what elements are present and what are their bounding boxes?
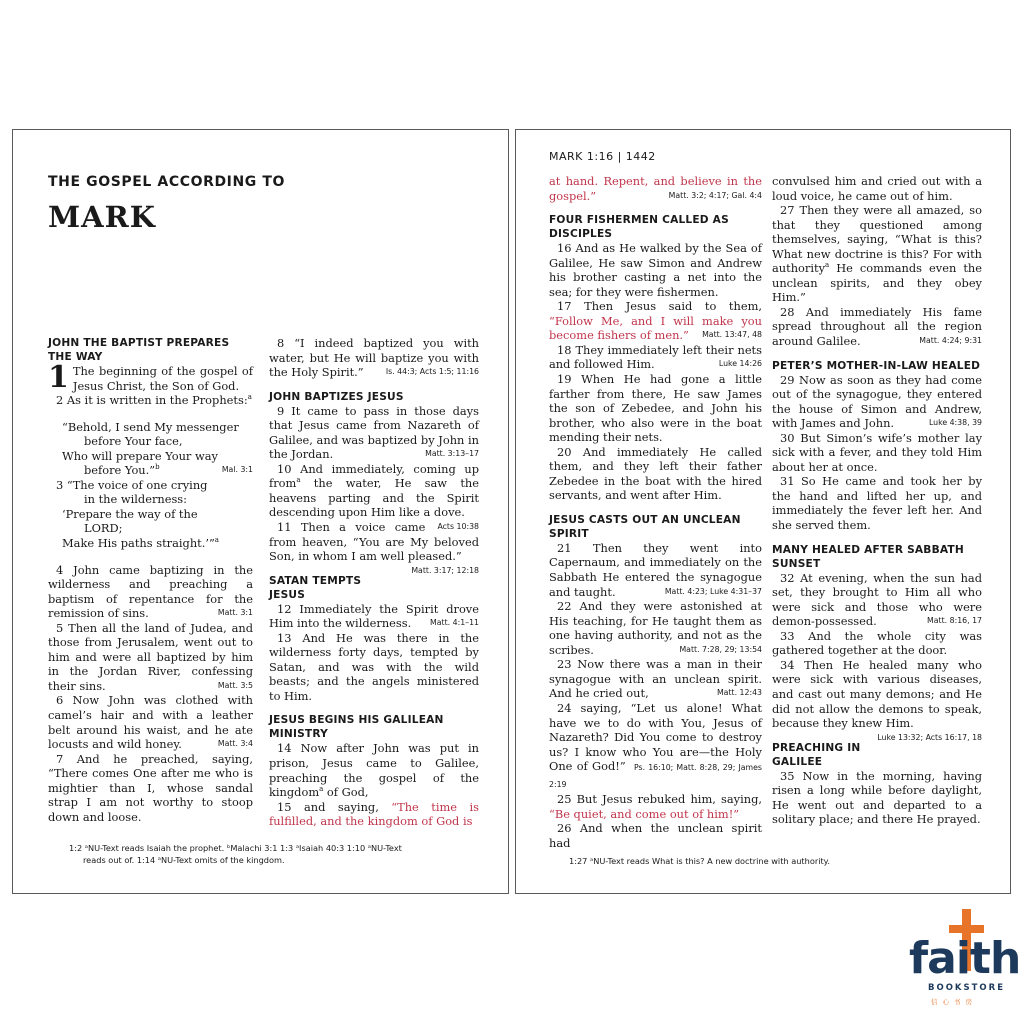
footnotes: 1:2 ᵃNU-Text reads Isaiah the prophet. ᵇMalachi 3:1 1:3 ᵃIsaiah 40:3 1:10 ᵃNU-Text reads out of. 1:14 ᵃNU-Text omits of the kingdom. [69,843,402,865]
left-column-1 [48,336,253,824]
verse-6: 6 Now John was clothed with camel’s hair and with a leather belt around his waist, and he ate locusts and wild honey. Matt. 3:4 [48,693,253,752]
gospel-subtitle: THE GOSPEL ACCORDING TO [48,174,286,190]
left-column-2 [269,336,479,829]
verse-26: 26 And when the unclean spirit had [549,821,762,850]
verse-35: 35 Now in the morning, having risen a long while before daylight, He went out and departed to a solitary place; and there He prayed. [772,768,982,827]
section-heading: JOHN THE BAPTIST PREPARES THE WAY [48,337,230,363]
verse-8: 8 “I indeed baptized you with water, but He will baptize you with the Holy Spirit.” Is. 44:3; Acts 1:5; 11:16 [269,336,479,380]
verse-28: 28 And immediately His fame spread throughout all the region around Galilee. Matt. 4:24; 9:31 [772,304,982,349]
verse-27: 27 Then they were all amazed, so that they questioned among themselves, saying, “What is this? What new doctrine is this? For with authority$^a$ He commands even the unclean spirits, and they obey Him.” [772,203,982,305]
verse-32: 32 At evening, when the sun had set, they brought to Him all who were sick and those who were demon-possessed. Matt. 8:16, 17 [772,570,982,629]
verse-20: 20 And immediately He called them, and they left their father Zebedee in the boat with the hired servants, and went after Him. [549,444,762,503]
verse-22: 22 And they were astonished at His teaching, for He taught them as one having authority, and not as the scribes. Matt. 7:28, 29; 13:54 [549,599,762,657]
verse-30: 30 But Simon’s wife’s mother lay sick with a fever, and they told Him about her at once. [772,430,982,474]
verse-5: 5 Then all the land of Judea, and those from Jerusalem, went out to him and were all baptized by him in the Jordan River, confessing their sins. Matt. 3:5 [48,620,253,693]
verse-16: 16 And as He walked by the Sea of Galilee, He saw Simon and Andrew his brother casting a net into the sea; for they were fishermen. [549,241,762,299]
verse-10: 10 And immediately, coming up from$^a$ the water, He saw the heavens parting and the Spirit descending upon Him like a dove. Acts 10:38 [269,461,479,532]
section-heading: JESUS CASTS OUT AN UNCLEAN SPIRIT [549,513,741,540]
verse-15-continued: at hand. Repent, and believe in the gospel.” Matt. 3:2; 4:17; Gal. 4:4 [549,174,762,203]
section-heading: JESUS BEGINS HIS GALILEAN MINISTRY [269,714,444,741]
verse-24: 24 saying, “Let us alone! What have we to do with You, Jesus of Nazareth? Did You come to destroy us? I know who You are—the Holy One of God!” Ps. 16:10; Matt. 8:28, 29; James 2:19 [549,700,762,789]
section-heading: MANY HEALED AFTER SABBATH SUNSET [772,543,964,570]
verse-29: 29 Now as soon as they had come out of the synagogue, they entered the house of Simon and Andrew, with James and John. Luke 4:38, 39 [772,372,982,431]
verse-4: 4 John came baptizing in the wilderness and preaching a baptism of repentance for the remission of sins. Matt. 3:1 [48,562,253,621]
verse-18: 18 They immediately left their nets and followed Him. Luke 14:26 [549,342,762,372]
section-heading: SATAN TEMPTS JESUS [269,574,362,601]
verse-14: 14 Now after John was put in prison, Jesus came to Galilee, preaching the gospel of the kingdom$^a$ of God, [269,741,479,800]
running-head: MARK 1:16 | 1442 [549,150,656,163]
section-heading: FOUR FISHERMEN CALLED AS DISCIPLES [549,214,729,241]
bookstore-logo [905,905,1021,1015]
right-page [515,129,1011,894]
right-column-2 [772,174,982,827]
verse-26-continued: convulsed him and cried out with a loud voice, he came out of him. [772,174,982,203]
verse-25: 25 But Jesus rebuked him, saying, “Be quiet, and come out of him!” [549,792,762,821]
logo-subtitle: BOOKSTORE [928,983,1006,993]
verse-11: 11 Then a voice came from heaven, “You are My beloved Son, in whom I am well pleased.” Matt. 3:17; 12:18 [269,520,479,575]
verse-13: 13 And He was there in the wilderness forty days, tempted by Satan, and was with the wild beasts; and the angels ministered to Him. [269,630,479,703]
verse-7: 7 And he preached, saying, “There comes One after me who is mightier than I, whose sandal strap I am not worthy to stoop down and loose. [48,751,253,824]
verse-33: 33 And the whole city was gathered together at the door. [772,628,982,658]
right-column-1 [549,174,762,850]
verse-15: 15 and saying, “The time is fulfilled, and the kingdom of God is [269,799,479,829]
section-heading: PREACHING IN GALILEE [772,741,861,768]
verse-2: 2 As it is written in the Prophets:$^a$ [56,393,252,408]
verse-31: 31 So He came and took her by the hand and lifted her up, and immediately the fever left her. And she served them. [772,474,982,533]
poem-malachi: “Behold, I send My messenger before Your face, Who will prepare Your way before You.”$^b$ Mal. 3:1 3 “The voice of one crying in the wilderness: ‘Prepare the way of the LORD; Make His paths straight.’”$^a$ [56,419,253,551]
verse-21: 21 Then they went into Capernaum, and immediately on the Sabbath He entered the synagogue and taught. Matt. 4:23; Luke 4:31–37 [549,540,762,599]
verse-12: 12 Immediately the Spirit drove Him into the wilderness. Matt. 4:1–11 [269,601,479,631]
verse-23: 23 Now there was a man in their synagogue with an unclean spirit. And he cried out, Matt. 12:43 [549,657,762,701]
section-heading: JOHN BAPTIZES JESUS [269,390,404,403]
verse-17: 17 Then Jesus said to them, “Follow Me, and I will make you become fishers of men.” Matt. 13:47, 48 [549,299,762,343]
logo-wordmark: faith [909,933,1021,984]
verse-9: 9 It came to pass in those days that Jesus came from Nazareth of Galilee, and was baptized by John in the Jordan. Matt. 3:13–17 [269,403,479,462]
section-heading: PETER’S MOTHER-IN-LAW HEALED [772,359,981,372]
left-page [12,129,509,894]
verse-34: 34 Then He healed many who were sick with various diseases, and cast out many demons; and He did not allow the demons to speak, because they knew Him. Luke 13:32; Acts 16:17, 18 [772,657,982,742]
logo-chinese: 信心书房 [931,998,977,1006]
book-title: MARK [48,200,156,234]
verse-1: 1 The beginning of the gospel of Jesus Christ, the Son of God. [48,360,253,395]
footnotes: 1:27 ᵃNU-Text reads What is this? A new doctrine with authority. [569,856,830,866]
verse-19: 19 When He had gone a little farther from there, He saw James the son of Zebedee, and John his brother, who also were in the boat mending their nets. [549,372,762,445]
